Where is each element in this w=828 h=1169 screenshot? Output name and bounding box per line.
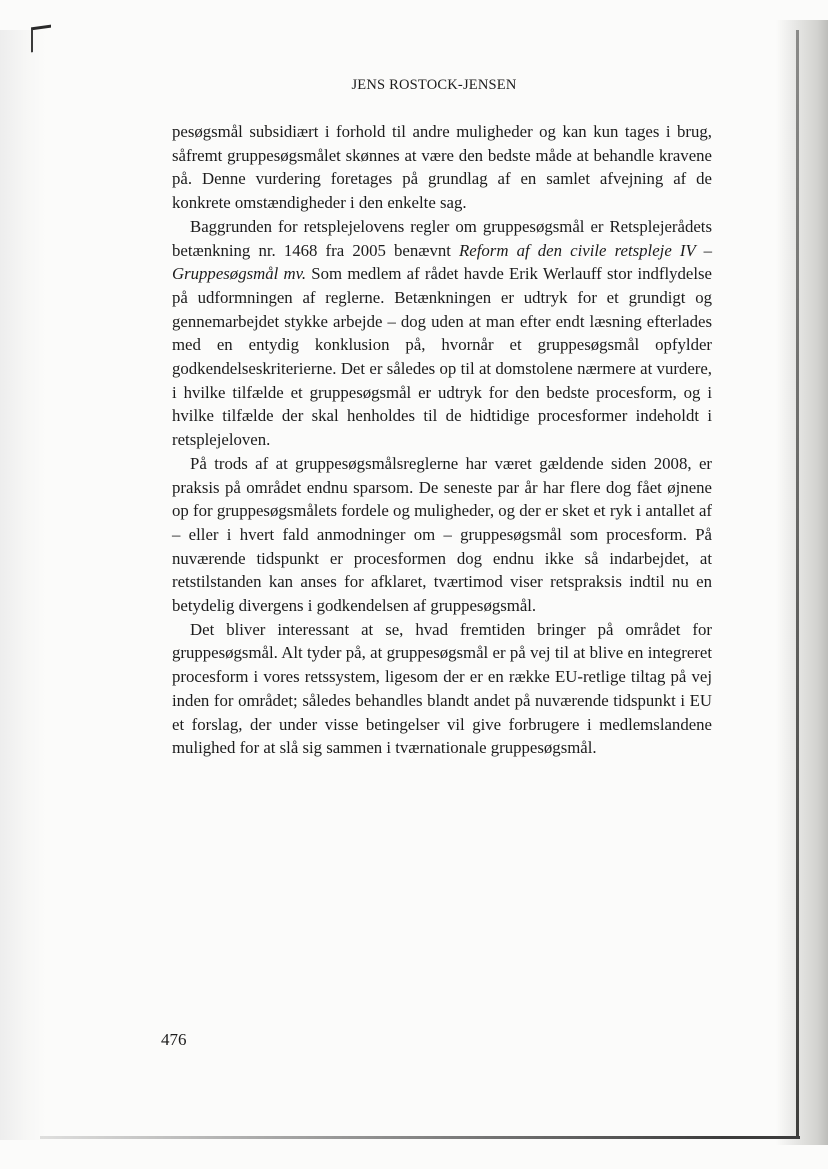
report-title-italic: Reform af den civile retspleje IV – Gruppesøgsmål mv. xyxy=(172,240,712,284)
scan-shadow-right xyxy=(776,20,828,1145)
paragraph-1: pesøgsmål subsidiært i forhold til andre muligheder og kan kun tages i brug, såfremt gruppesøgsmålet skønnes at være den bedste måde at behandle kravene på. Denne vurdering foretages på grundlag af en samlet afvejning af de konkrete omstændigheder i den enkelte sag. xyxy=(172,122,712,213)
page-right-edge xyxy=(796,30,799,1138)
page-bottom-edge xyxy=(40,1136,800,1139)
paragraph-2 xyxy=(172,215,712,452)
paragraph-3: På trods af at gruppesøgsmålsreglerne har været gældende siden 2008, er praksis på området endnu sparsom. De seneste par år har flere dog fået øjnene op for gruppesøgsmålets fordele og muligheder, og der er sket et ryk i antallet af – eller i hvert fald anmodninger om – gruppesøgsmål som procesform. På nuværende tidspunkt er procesformen dog endnu ikke så indarbejdet, at retstilstanden kan anses for afklaret, tværtimod viser retspraksis indtil nu en betydelig divergens i godkendelsen af gruppesøgsmål. xyxy=(172,453,712,616)
paragraph-2-text-end: Som medlem af rådet havde Erik Werlauff stor indflydelse på udformningen af reglerne. Betænkningen er udtryk for et grundigt og gennemarbejdet stykke arbejde – dog uden at man efter endt læsning efterlades med en entydig konklusion på, hvornår et gruppesøgsmål opfylder godkendelseskriterierne. Det er således op til at domstolene nærmere at vurdere, i hvilke tilfælde et gruppesøgsmål er udtryk for den bedste procesform, og i hvilke tilfælde der skal henholdes til de hidtidige procesformer indeholdt i retsplejeloven. xyxy=(172,264,713,450)
body-text xyxy=(172,120,712,760)
page-number: 476 xyxy=(161,1030,187,1049)
crop-corner-mark xyxy=(31,25,51,53)
scan-shadow-left xyxy=(0,30,46,1140)
paragraph-2-text-start: Baggrunden for retsplejelovens regler om gruppesøgsmål er Retsplejerådets betænkning nr. 1468 fra 2005 benævnt xyxy=(172,216,712,260)
running-header: JENS ROSTOCK-JENSEN xyxy=(351,77,517,93)
paragraph-4: Det bliver interessant at se, hvad fremtiden bringer på området for gruppesøgsmål. Alt tyder på, at gruppesøgsmål er på vej til at blive en integreret procesform i vores retssystem, ligesom der er en række EU-retlige tiltag på vej inden for området; således behandles blandt andet på nuværende tidspunkt i EU et forslag, der under visse betingelser vil give forbrugere i medlemslandene mulighed for at slå sig sammen i tværnationale gruppesøgsmål. xyxy=(172,619,712,758)
